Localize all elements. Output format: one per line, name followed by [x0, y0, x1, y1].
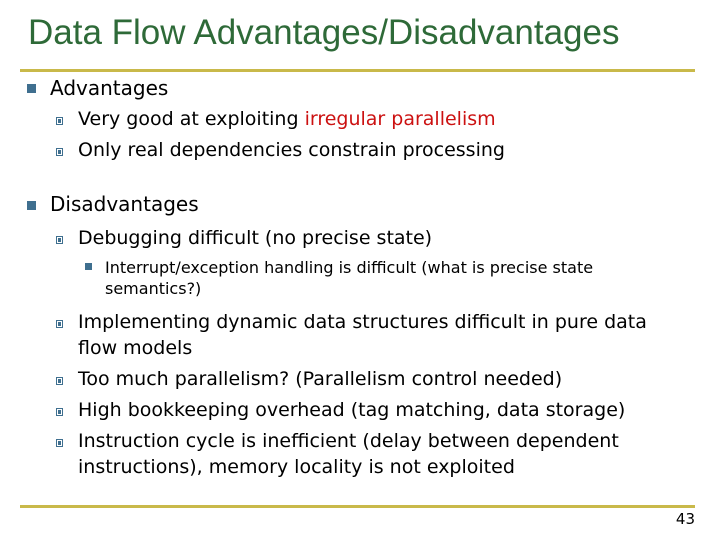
slide-title: Data Flow Advantages/Disadvantages	[28, 13, 620, 52]
square-bullet-icon	[27, 201, 36, 210]
checkbox-bullet-icon	[56, 117, 63, 125]
disadvantage-item: Instruction cycle is inefficient (delay between dependent instructions), memory locality is not exploited	[78, 430, 619, 478]
disadvantage-subitem: Interrupt/exception handling is difficult (what is precise state semantics?)	[105, 258, 594, 298]
square-bullet-icon	[85, 263, 92, 270]
highlight-text: irregular parallelism	[304, 108, 496, 130]
checkbox-bullet-icon	[56, 439, 63, 447]
disadvantage-item: Implementing dynamic data structures difficult in pure data flow models	[78, 311, 647, 359]
title-divider	[20, 69, 695, 72]
footer-divider	[20, 505, 695, 508]
advantages-heading: Advantages	[50, 76, 169, 100]
checkbox-bullet-icon	[56, 320, 63, 328]
disadvantage-item: Too much parallelism? (Parallelism control needed)	[78, 368, 563, 390]
square-bullet-icon	[27, 84, 36, 93]
advantage-item: Only real dependencies constrain processing	[78, 139, 505, 161]
disadvantages-heading: Disadvantages	[50, 192, 199, 216]
advantage-item: Very good at exploiting irregular parallelism	[78, 108, 496, 130]
disadvantage-item: High bookkeeping overhead (tag matching, data storage)	[78, 399, 626, 421]
checkbox-bullet-icon	[56, 148, 63, 156]
checkbox-bullet-icon	[56, 408, 63, 416]
page-number: 43	[675, 510, 695, 528]
disadvantage-item: Debugging difficult (no precise state)	[78, 227, 433, 249]
checkbox-bullet-icon	[56, 377, 63, 385]
checkbox-bullet-icon	[56, 236, 63, 244]
